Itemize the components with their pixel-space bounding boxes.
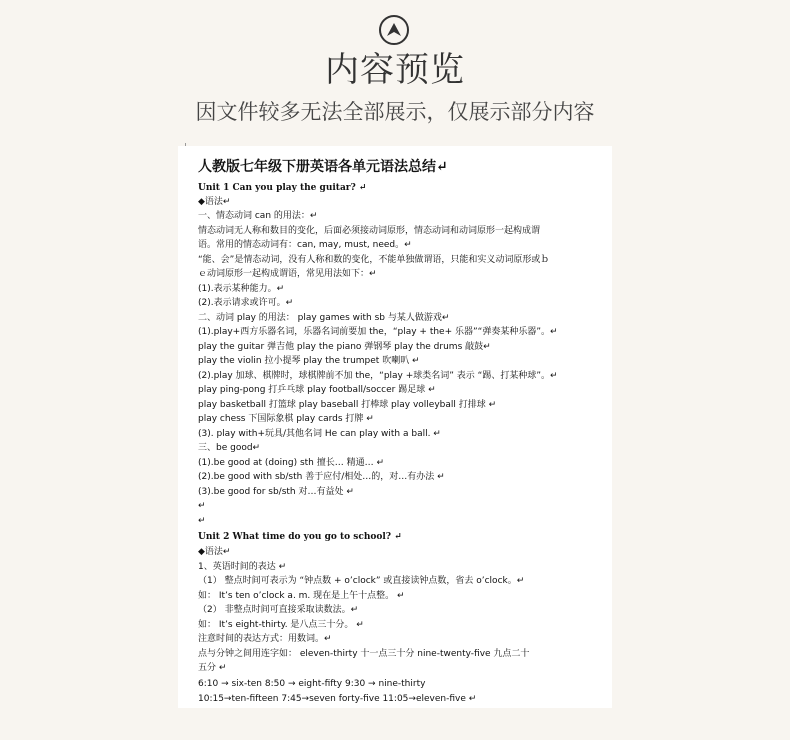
document-line: ◆语法↵: [198, 197, 231, 207]
document-line: play ping-pong 打乒乓球 play football/soccer 踢足球 ↵: [198, 385, 436, 395]
document-line: play chess 下国际象棋 play cards 打牌 ↵: [198, 414, 374, 424]
unit-heading: Unit 1 Can you play the guitar? ↵: [198, 183, 367, 193]
document-line: 三、be good↵: [198, 443, 261, 453]
document-line: play basketball 打篮球 play baseball 打棒球 play volleyball 打排球 ↵: [198, 400, 497, 410]
document-line: 10:15→ten-fifteen 7:45→seven forty-five 11:05→eleven-five ↵: [198, 694, 477, 704]
document-line: 6:10 → six-ten 8:50 → eight-fifty 9:30 → nine-thirty: [198, 679, 426, 689]
document-line: (3).be good for sb/sth 对…有益处 ↵: [198, 487, 354, 497]
document-line: 语。常用的情态动词有：can, may, must, need。↵: [198, 240, 412, 250]
document-line: 1、英语时间的表达 ↵: [198, 562, 287, 572]
document-line: 如： It’s eight-thirty. 是八点三十分。 ↵: [198, 620, 364, 630]
document-line: ｅ动词原形一起构成谓语，常见用法如下：↵: [198, 269, 377, 279]
up-arrow-logo-icon: [379, 15, 409, 45]
document-preview: [178, 146, 612, 708]
document-line: ◆语法↵: [198, 547, 231, 557]
document-title: 人教版七年级下册英语各单元语法总结↵: [198, 159, 448, 175]
document-line: 二、动词 play 的用法： play games with sb 与某人做游戏↵: [198, 313, 450, 323]
document-line: 五分 ↵: [198, 663, 227, 673]
document-line: ↵: [198, 501, 206, 511]
document-line: play the guitar 弹吉他 play the piano 弹钢琴 play the drums 敲鼓↵: [198, 342, 491, 352]
arrow-up-icon: [385, 21, 403, 39]
document-line: （2） 非整点时间可直接采取读数法。↵: [198, 605, 359, 615]
document-line: 如： It’s ten o’clock a. m. 现在是上午十点整。 ↵: [198, 591, 405, 601]
document-line: ↵: [198, 516, 206, 526]
document-line: (2).表示请求或许可。↵: [198, 298, 294, 308]
document-line: (2).play 加球、棋牌时，球棋牌前不加 the，“play +球类名词” 表示 “踢、打某种球”。↵: [198, 371, 558, 381]
document-line: “能、会”是情态动词，没有人称和数的变化，不能单独做谓语，只能和实义动词原形或ｂ: [198, 255, 550, 265]
document-line: 一、情态动词 can 的用法：↵: [198, 211, 318, 221]
document-line: (1).be good at (doing) sth 擅长… 精通… ↵: [198, 458, 384, 468]
page-subtitle: 因文件较多无法全部展示，仅展示部分内容: [195, 100, 595, 124]
document-line: (1).表示某种能力。↵: [198, 284, 285, 294]
document-line: (1).play+西方乐器名词，乐器名词前要加 the，“play + the+ 乐器”“弹奏某种乐器”。↵: [198, 327, 558, 337]
document-line: 点与分钟之间用连字如： eleven-thirty 十一点三十分 nine-twenty-five 九点二十: [198, 649, 530, 659]
unit-heading: Unit 2 What time do you go to school? ↵: [198, 532, 402, 542]
document-line: （1） 整点时间可表示为 “钟点数 + o’clock” 或直接读钟点数，省去 o’clock。↵: [198, 576, 525, 586]
document-line: 注意时间的表达方式：用数词。↵: [198, 634, 332, 644]
document-line: play the violin 拉小提琴 play the trumpet 吹喇叭 ↵: [198, 356, 420, 366]
page-title: 内容预览: [325, 50, 465, 90]
document-line: 情态动词无人称和数目的变化，后面必须接动词原形，情态动词和动词原形一起构成谓: [198, 226, 541, 236]
document-line: (2).be good with sb/sth 善于应付/相处…的，对…有办法 ↵: [198, 472, 445, 482]
document-line: (3). play with+玩具/其他名词 He can play with a ball. ↵: [198, 429, 441, 439]
